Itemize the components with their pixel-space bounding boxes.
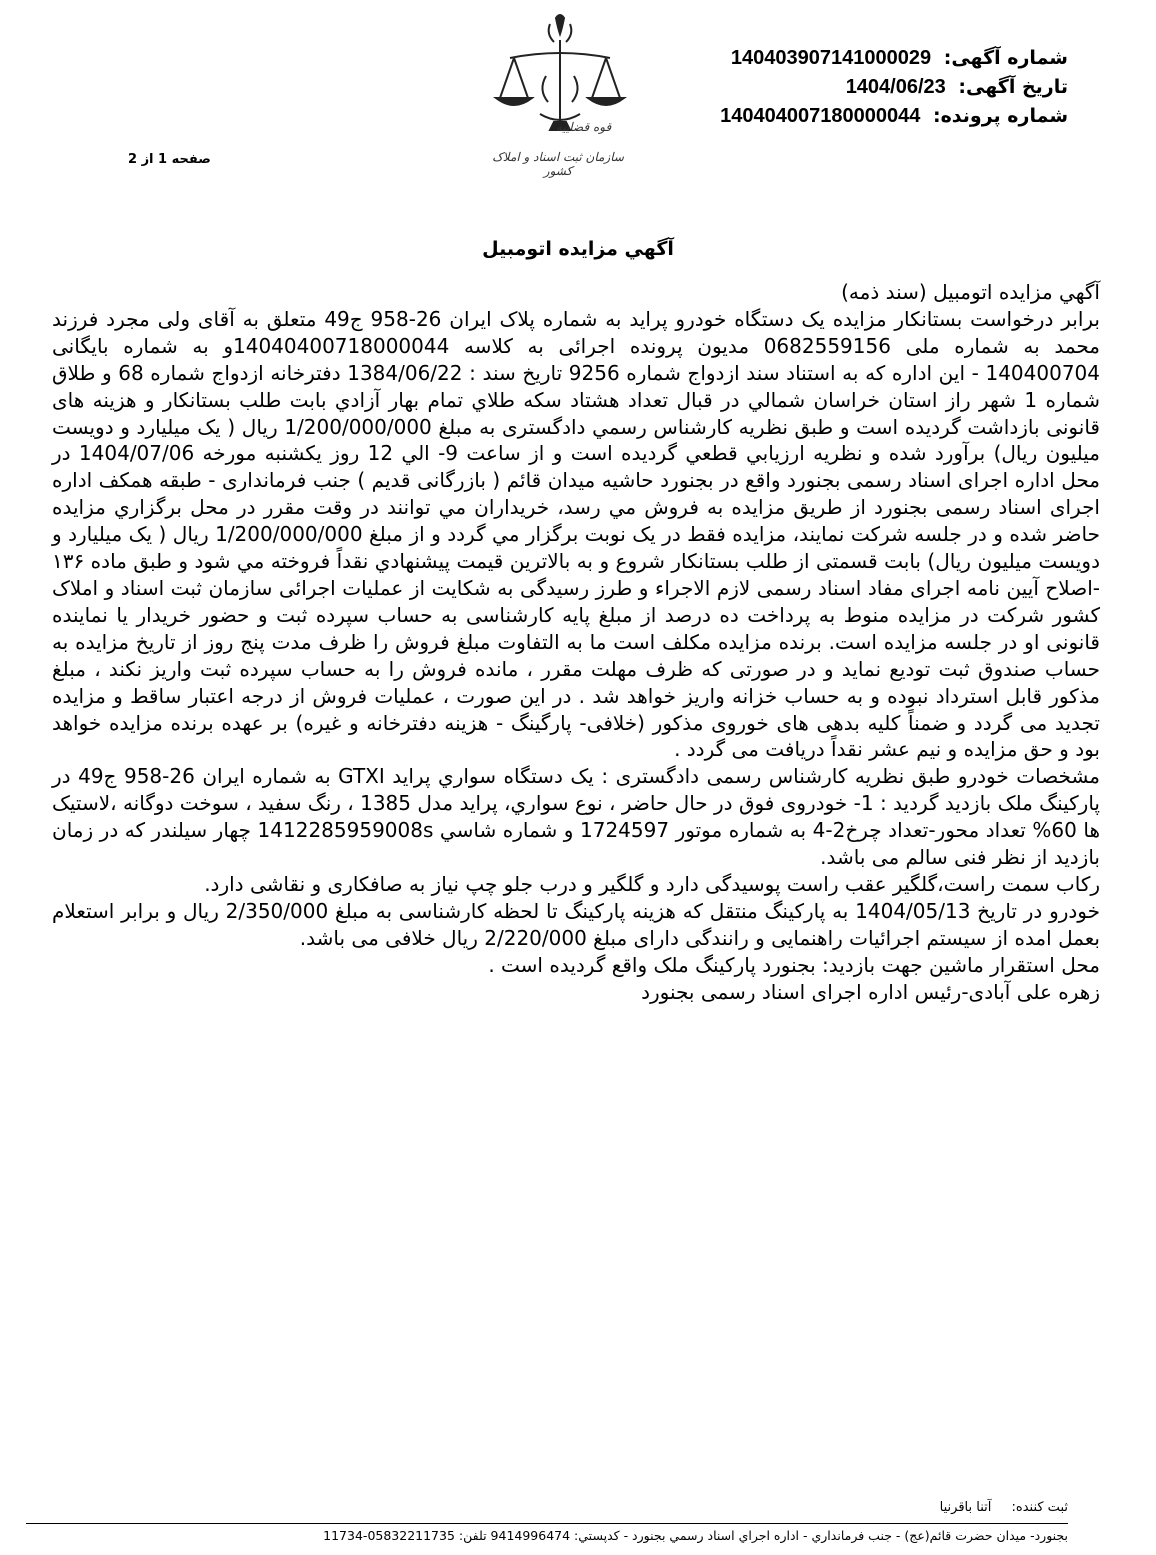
ad-number-row — [720, 44, 1068, 73]
footer-divider — [26, 1523, 1068, 1524]
org-line-judiciary: قوه قضاییه — [556, 120, 612, 134]
registrar — [924, 1500, 1068, 1515]
paragraph-parking: خودرو در تاریخ 1404/05/13 به پارکینگ منتقل که هزینه پارکینگ تا لحظه کارشناسی به مبلغ 2/350/000 ریال و برابر استعلام بعمل امده از سیستم اجرائیات راهنمایی و رانندگی دارای مبلغ 2/220/000 ریال خلافی می باشد. — [52, 898, 1100, 950]
footer-address: بجنورد- ميدان حضرت قائم(عج) - جنب فرمانداري - اداره اجراي اسناد رسمي بجنورد - کدپستي: 9414996474 تلفن: 05832211735-11734 — [323, 1528, 1068, 1543]
paragraph-signature: زهره علی آبادی-رئیس اداره اجرای اسناد رسمی بجنورد — [641, 979, 1100, 1004]
org-line-registry: سازمان ثبت اسناد و املاک کشور — [492, 150, 624, 178]
registrar-label: ثبت کننده: — [1011, 1500, 1068, 1515]
paragraph-subtitle: آگهي مزايده اتومبيل (سند ذمه) — [841, 280, 1100, 304]
paragraph-damage: رکاب سمت راست،گلگیر عقب راست پوسیدگی دارد و گلگیر و درب جلو چپ نیاز به صافکاری و نقاشی دارد. — [204, 871, 1100, 896]
ad-number-label: شماره آگهی: — [943, 47, 1068, 69]
ad-number: 14040390714100002‎9 — [730, 47, 932, 69]
page-number: صفحه 1 از 2 — [128, 152, 211, 167]
file-number-label: شماره پرونده: — [932, 105, 1068, 127]
paragraph-location: محل استقرار ماشین جهت بازدید: بجنورد پارکینگ ملک واقع گردیده است . — [488, 952, 1100, 977]
ad-date-row — [720, 73, 1068, 102]
paragraph-vehicle-specs: مشخصات خودرو طبق نظريه کارشناس رسمی دادگستری : یک دستگاه سواري پرايد GTXI به شماره ایران 26-958 ج49 در پارکینگ ملک بازدید گردید : 1- خودروی فوق در حال حاضر ، نوع سواري، پرايد مدل 1385 ، رنگ سفید ، سوخت دوگانه ،لاستیک ها 60% تعداد محور-تعداد چرخ2-4 به شماره موتور 1724597 و شماره شاسي 1412285959008s چهار سيلندر که در زمان بازدید از نظر فنی سالم می باشد. — [52, 764, 1101, 870]
document-body — [52, 279, 1100, 1005]
file-number-row — [720, 102, 1068, 131]
registrar-name: آتنا باقرنیا — [939, 1500, 992, 1515]
ad-date: 1404/06/23 — [845, 76, 946, 98]
paragraph-main: برابر درخواست بستانکار مزایده یک دستگاه خودرو پراید به شماره پلاک ایران 26-958 ج49 متعلق به آقای ولی مجرد فرزند محمد به شماره ملی 0682559156 مدیون پرونده اجرائی به کلاسه 14040400718000044و به شماره بایگانی 140400704 - این اداره که به استناد سند ازدواج شماره 9256 تاریخ سند : 1384/06/22 دفترخانه ازدواج شماره 68 و طلاق شماره 1 شهر راز استان خراسان شمالي در قبال تعداد هشتاد سکه طلاي تمام بهار آزادي بابت طلب بستانکار و هزینه های قانونی بازداشت گردیده است و طبق نظریه کارشناس رسمي دادگستری به مبلغ 1/200/000/000 ریال ( یک میلیارد و دویست میلیون ریال) برآورد شده و نظریه ارزيابي قطعي گرديده است و از ساعت 9- الي 12 روز یکشنبه مورخه 1404/07/06 در محل اداره اجرای اسناد رسمی بجنورد واقع در بجنورد حاشیه میدان قائم ( بازرگانی قدیم ) جنب فرمانداری - طبقه همکف اداره اجرای اسناد رسمی بجنورد از طريق مزايده به فروش مي رسد، خريداران مي توانند در وقت مقرر در محل برگزاري مزايده حاضر شده و در جلسه شرکت نمايند، مزايده فقط در يک نوبت برگزار مي گردد و از مبلغ 1/200/000/000 ریال ( یک میلیارد و دویست میلیون ریال) بابت قسمتی از طلب بستانکار شروع و به بالاترين قيمت پيشنهادي نقداً فروخته مي شود و طبق ماده ۱۳۶ -اصلاح آیین نامه اجرای مفاد اسناد رسمی لازم الاجراء و طرز رسیدگی به شکایت از عملیات اجرائی سازمان ثبت اسناد و املاک کشور شرکت در مزایده منوط به پرداخت ده درصد از مبلغ پایه کارشناسی به حساب سپرده ثبت و حضور خریدار یا نماینده قانونی او در جلسه مزایده است. برنده مزایده مکلف است ما به التفاوت مبلغ فروش را ظرف مدت پنج روز از تاریخ مزایده به حساب صندوق ثبت تودیع نماید و در صورتی که ظرف مهلت مقرر ، مانده فروش را به حساب سپرده ثبت واریز نکند ، مبلغ مذکور قابل استرداد نبوده و به حساب خزانه واریز خواهد شد . در این صورت ، عملیات فروش از درجه اعتبار ساقط و مزایده تجدید می گردد و ضمناً کلیه بدهی های خوروی مذکور (خلافی- پارگینگ - هزینه دفترخانه و غیره) بر عهده برنده مزایده خواهد بود و حق مزایده و نیم عشر نقداً دریافت می گردد . — [52, 306, 1101, 762]
ad-meta — [720, 44, 1068, 131]
document-title: آگهي مزايده اتومبيل — [482, 238, 674, 260]
file-number: 14040400718000004‎4 — [720, 105, 921, 127]
ad-date-label: تاریخ آگهی: — [958, 76, 1068, 98]
